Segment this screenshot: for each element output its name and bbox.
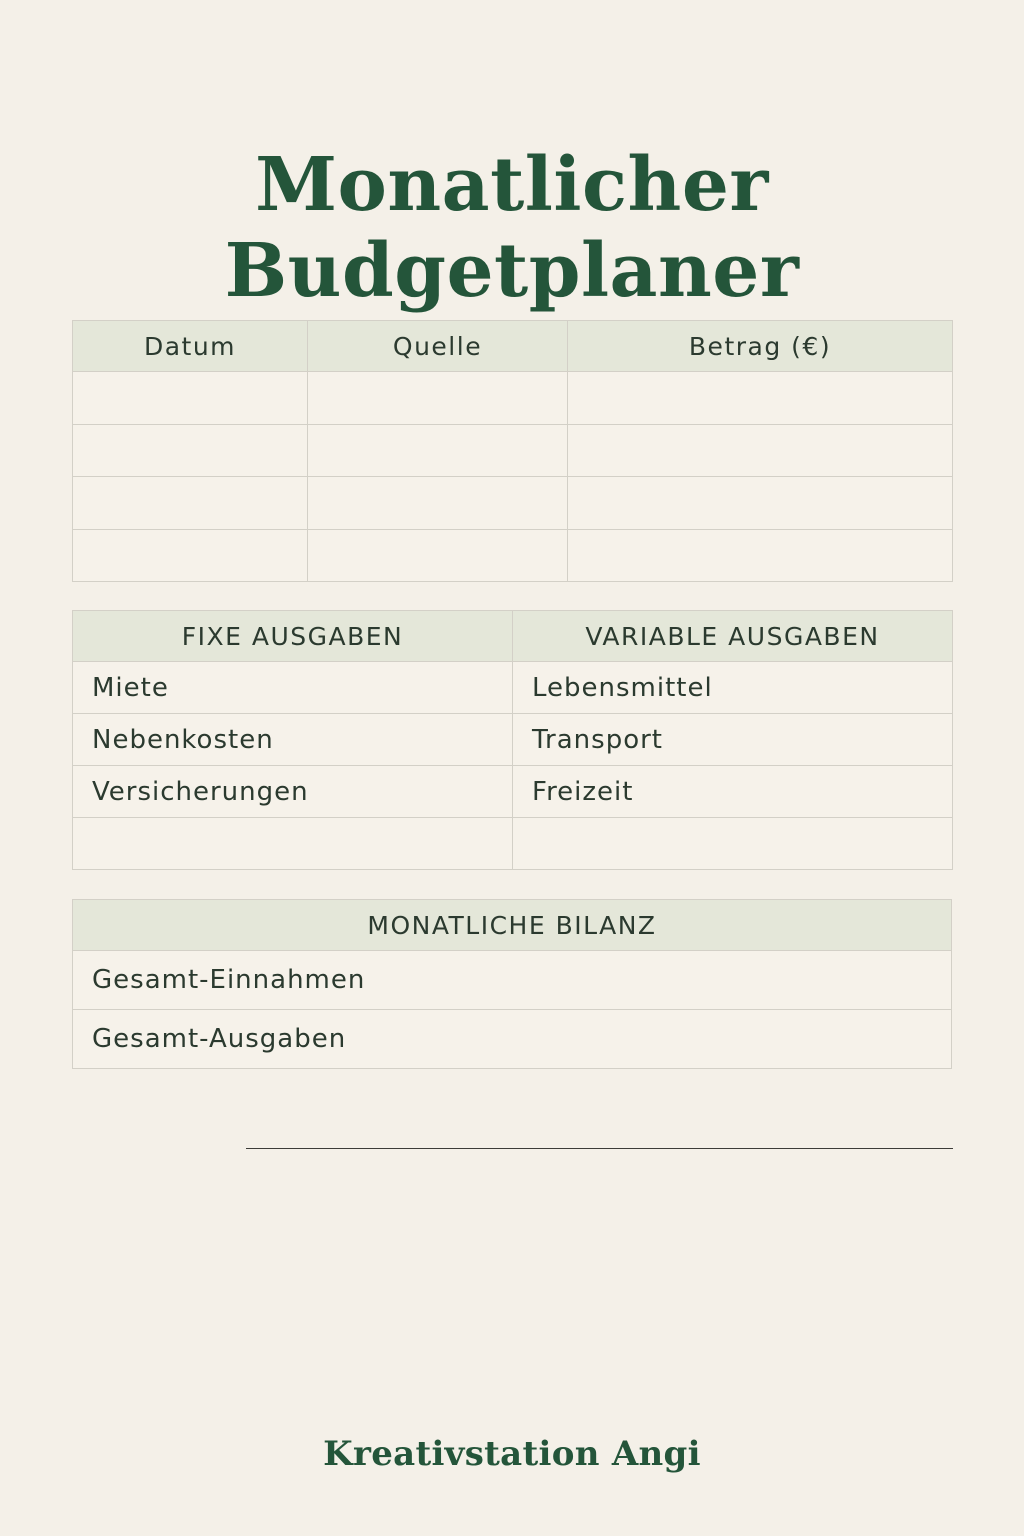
page-title-line-2: Budgetplaner xyxy=(224,227,800,314)
column-header-variable-ausgaben: VARIABLE AUSGABEN xyxy=(513,611,953,662)
table-row xyxy=(73,951,952,1010)
table-row xyxy=(73,529,953,582)
income-table-header-row xyxy=(73,321,953,372)
column-header-fixe-ausgaben: FIXE AUSGABEN xyxy=(73,611,513,662)
datum-cell[interactable] xyxy=(73,529,308,582)
column-header-monatliche-bilanz: MONATLICHE BILANZ xyxy=(73,900,952,951)
betrag-cell[interactable] xyxy=(568,529,953,582)
table-row xyxy=(73,424,953,477)
income-table xyxy=(72,320,953,582)
quelle-cell[interactable] xyxy=(308,424,568,477)
variable-expense-cell[interactable] xyxy=(513,818,953,870)
fixed-expense-cell[interactable]: Versicherungen xyxy=(73,766,513,818)
table-row xyxy=(73,818,953,870)
total-expenses-cell[interactable]: Gesamt-Ausgaben xyxy=(73,1010,952,1069)
column-header-datum: Datum xyxy=(73,321,308,372)
column-header-quelle: Quelle xyxy=(308,321,568,372)
fixed-expense-cell[interactable]: Nebenkosten xyxy=(73,714,513,766)
page-title xyxy=(0,142,1024,314)
signature-line[interactable] xyxy=(246,1148,953,1149)
table-row xyxy=(73,714,953,766)
variable-expense-cell[interactable]: Freizeit xyxy=(513,766,953,818)
brand-name: Kreativstation Angi xyxy=(323,1434,701,1474)
datum-cell[interactable] xyxy=(73,372,308,425)
balance-table-header-row xyxy=(73,900,952,951)
total-income-cell[interactable]: Gesamt-Einnahmen xyxy=(73,951,952,1010)
table-row xyxy=(73,662,953,714)
quelle-cell[interactable] xyxy=(308,529,568,582)
fixed-expense-cell[interactable] xyxy=(73,818,513,870)
betrag-cell[interactable] xyxy=(568,477,953,530)
datum-cell[interactable] xyxy=(73,477,308,530)
expenses-table-header-row xyxy=(73,611,953,662)
balance-table xyxy=(72,899,952,1069)
table-row xyxy=(73,372,953,425)
column-header-betrag: Betrag (€) xyxy=(568,321,953,372)
betrag-cell[interactable] xyxy=(568,424,953,477)
table-row xyxy=(73,477,953,530)
quelle-cell[interactable] xyxy=(308,477,568,530)
datum-cell[interactable] xyxy=(73,424,308,477)
table-row xyxy=(73,1010,952,1069)
variable-expense-cell[interactable]: Lebensmittel xyxy=(513,662,953,714)
variable-expense-cell[interactable]: Transport xyxy=(513,714,953,766)
quelle-cell[interactable] xyxy=(308,372,568,425)
expenses-table xyxy=(72,610,953,870)
page-title-line-1: Monatlicher xyxy=(255,141,769,228)
betrag-cell[interactable] xyxy=(568,372,953,425)
table-row xyxy=(73,766,953,818)
fixed-expense-cell[interactable]: Miete xyxy=(73,662,513,714)
